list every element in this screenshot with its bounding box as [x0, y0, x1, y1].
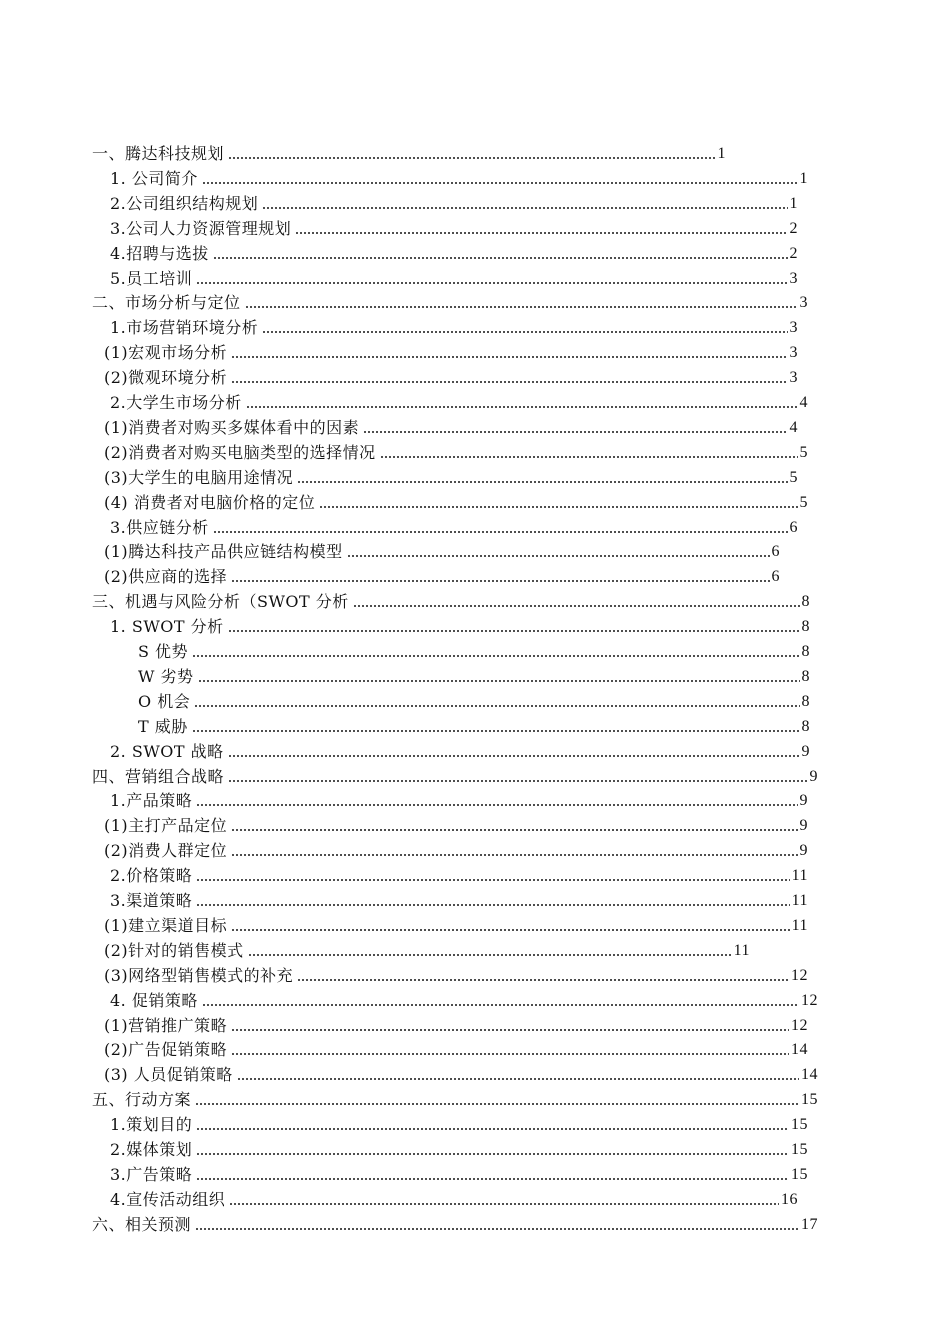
- toc-entry-page-number: 4: [799, 394, 808, 411]
- toc-entry[interactable]: [110, 314, 798, 338]
- toc-entry-page-number: 8: [801, 668, 810, 685]
- toc-entry[interactable]: [104, 538, 780, 562]
- toc-entry[interactable]: [110, 1186, 798, 1210]
- toc-entry-page-number: 9: [799, 817, 808, 834]
- toc-entry[interactable]: [104, 364, 798, 388]
- toc-entry-label: 六、相关预测: [92, 1215, 192, 1234]
- toc-entry-label: 2.价格策略: [110, 866, 193, 885]
- toc-dot-leader: [319, 493, 797, 513]
- toc-entry-page-number: 5: [799, 444, 808, 461]
- toc-dot-leader: [195, 1090, 799, 1110]
- toc-entry[interactable]: [110, 240, 798, 264]
- toc-entry-page-number: 2: [789, 220, 798, 237]
- toc-entry-page-number: 1: [799, 170, 808, 187]
- toc-entry-page-number: 9: [801, 743, 810, 760]
- toc-entry-label: 5.员工培训: [110, 269, 193, 288]
- toc-dot-leader: [195, 1215, 799, 1235]
- toc-entry-page-number: 1: [789, 195, 798, 212]
- toc-entry[interactable]: [104, 912, 808, 936]
- toc-entry[interactable]: [104, 339, 798, 363]
- toc-entry-label: (2)广告促销策略: [104, 1040, 228, 1059]
- toc-entry[interactable]: [110, 265, 798, 289]
- toc-entry-label: 4.宣传活动组织: [110, 1190, 226, 1209]
- toc-entry[interactable]: [138, 713, 810, 737]
- toc-entry-page-number: 14: [801, 1066, 818, 1083]
- toc-entry[interactable]: [92, 289, 808, 313]
- toc-dot-leader: [198, 667, 800, 687]
- toc-dot-leader: [363, 418, 787, 438]
- toc-entry-page-number: 1: [717, 145, 726, 162]
- toc-entry-page-number: 17: [801, 1216, 818, 1233]
- toc-entry[interactable]: [110, 165, 808, 189]
- toc-dot-leader: [231, 816, 797, 836]
- toc-entry-label: (3)网络型销售模式的补充: [104, 966, 294, 985]
- toc-entry-label: 五、行动方案: [92, 1090, 192, 1109]
- toc-entry-label: S 优势: [138, 642, 189, 661]
- toc-entry-label: (2)针对的销售模式: [104, 941, 244, 960]
- toc-dot-leader: [213, 518, 788, 538]
- toc-entry[interactable]: [92, 588, 810, 612]
- toc-entry-label: 2.媒体策划: [110, 1140, 193, 1159]
- toc-entry-label: 1.产品策略: [110, 791, 193, 810]
- toc-dot-leader: [192, 642, 799, 662]
- toc-entry[interactable]: [138, 638, 810, 662]
- toc-entry-label: (1)建立渠道目标: [104, 916, 228, 935]
- toc-entry-page-number: 3: [789, 319, 798, 336]
- toc-entry-label: 1. SWOT 分析: [110, 617, 224, 636]
- toc-dot-leader: [202, 991, 799, 1011]
- toc-entry[interactable]: [92, 763, 818, 787]
- toc-entry-page-number: 15: [791, 1141, 808, 1158]
- toc-entry-page-number: 6: [789, 519, 798, 536]
- toc-entry-page-number: 4: [789, 419, 798, 436]
- toc-entry[interactable]: [110, 862, 808, 886]
- toc-dot-leader: [262, 318, 787, 338]
- toc-entry-page-number: 8: [801, 618, 810, 635]
- toc-entry-page-number: 5: [799, 494, 808, 511]
- toc-dot-leader: [297, 468, 787, 488]
- toc-dot-leader: [246, 393, 798, 413]
- toc-dot-leader: [228, 767, 807, 787]
- toc-entry[interactable]: [110, 1161, 808, 1185]
- toc-entry-label: 1.策划目的: [110, 1115, 193, 1134]
- toc-dot-leader: [295, 219, 787, 239]
- toc-entry[interactable]: [104, 439, 808, 463]
- toc-entry[interactable]: [104, 563, 780, 587]
- toc-dot-leader: [213, 244, 788, 264]
- toc-entry-page-number: 8: [801, 718, 810, 735]
- toc-dot-leader: [196, 1115, 789, 1135]
- toc-dot-leader: [231, 916, 789, 936]
- toc-dot-leader: [196, 791, 797, 811]
- toc-dot-leader: [237, 1065, 799, 1085]
- toc-dot-leader: [202, 169, 798, 189]
- toc-entry-page-number: 16: [781, 1191, 798, 1208]
- toc-entry-page-number: 8: [801, 693, 810, 710]
- toc-dot-leader: [228, 144, 715, 164]
- toc-entry-page-number: 3: [799, 294, 808, 311]
- toc-entry[interactable]: [104, 1012, 808, 1036]
- toc-dot-leader: [380, 443, 798, 463]
- toc-entry[interactable]: [138, 688, 810, 712]
- toc-entry-label: (1)消费者对购买多媒体看中的因素: [104, 418, 360, 437]
- toc-entry-label: 4.招聘与选拔: [110, 244, 209, 263]
- toc-entry-page-number: 11: [791, 917, 808, 934]
- toc-entry-page-number: 5: [789, 469, 798, 486]
- toc-entry[interactable]: [104, 1036, 808, 1060]
- toc-dot-leader: [262, 194, 787, 214]
- toc-entry-label: (3) 人员促销策略: [104, 1065, 233, 1084]
- toc-entry-label: (2)消费者对购买电脑类型的选择情况: [104, 443, 376, 462]
- toc-dot-leader: [248, 941, 732, 961]
- toc-entry-label: (1)宏观市场分析: [104, 343, 228, 362]
- toc-dot-leader: [231, 1016, 789, 1036]
- toc-entry-page-number: 11: [791, 892, 808, 909]
- toc-dot-leader: [297, 966, 789, 986]
- toc-entry-label: 2. SWOT 战略: [110, 742, 224, 761]
- toc-dot-leader: [353, 592, 800, 612]
- toc-entry-page-number: 3: [789, 369, 798, 386]
- toc-dot-leader: [196, 866, 789, 886]
- toc-entry[interactable]: [104, 414, 798, 438]
- toc-entry[interactable]: [110, 738, 810, 762]
- toc-entry[interactable]: [92, 140, 726, 164]
- toc-entry-label: 一、腾达科技规划: [92, 144, 225, 163]
- toc-dot-leader: [231, 1040, 789, 1060]
- toc-entry-page-number: 9: [809, 768, 818, 785]
- toc-entry-page-number: 15: [801, 1091, 818, 1108]
- toc-entry-label: 四、营销组合战略: [92, 767, 225, 786]
- toc-entry-label: 三、机遇与风险分析（SWOT 分析: [92, 592, 349, 611]
- toc-dot-leader: [196, 891, 789, 911]
- toc-entry-label: 二、市场分析与定位: [92, 293, 241, 312]
- toc-entry[interactable]: [138, 663, 810, 687]
- toc-entry[interactable]: [104, 464, 798, 488]
- toc-entry-label: (2)供应商的选择: [104, 567, 228, 586]
- toc-entry-label: 3.渠道策略: [110, 891, 193, 910]
- toc-entry-page-number: 6: [771, 543, 780, 560]
- toc-entry[interactable]: [110, 1136, 808, 1160]
- toc-entry-page-number: 8: [801, 593, 810, 610]
- toc-entry[interactable]: [110, 887, 808, 911]
- toc-dot-leader: [196, 1140, 789, 1160]
- toc-entry-label: 3.公司人力资源管理规划: [110, 219, 292, 238]
- toc-entry[interactable]: [110, 613, 810, 637]
- toc-dot-leader: [196, 269, 787, 289]
- toc-entry-label: 4. 促销策略: [110, 991, 198, 1010]
- toc-entry[interactable]: [104, 489, 808, 513]
- toc-dot-leader: [231, 841, 797, 861]
- toc-entry-page-number: 11: [733, 942, 750, 959]
- toc-entry-label: 3.广告策略: [110, 1165, 193, 1184]
- toc-entry[interactable]: [110, 389, 808, 413]
- toc-entry-page-number: 12: [791, 967, 808, 984]
- toc-entry[interactable]: [104, 962, 808, 986]
- toc-entry[interactable]: [110, 215, 798, 239]
- toc-entry-label: (4) 消费者对电脑价格的定位: [104, 493, 316, 512]
- toc-entry-page-number: 15: [791, 1166, 808, 1183]
- toc-entry[interactable]: [110, 987, 818, 1011]
- toc-entry-page-number: 3: [789, 344, 798, 361]
- toc-dot-leader: [229, 1190, 779, 1210]
- toc-entry-label: 2.公司组织结构规划: [110, 194, 259, 213]
- toc-entry-page-number: 15: [791, 1116, 808, 1133]
- toc-dot-leader: [228, 742, 800, 762]
- toc-dot-leader: [231, 368, 787, 388]
- toc-dot-leader: [347, 542, 770, 562]
- toc-entry-label: 3.供应链分析: [110, 518, 209, 537]
- toc-entry-label: (2)消费人群定位: [104, 841, 228, 860]
- toc-entry[interactable]: [92, 1086, 818, 1110]
- toc-entry-page-number: 2: [789, 245, 798, 262]
- toc-dot-leader: [245, 293, 798, 313]
- toc-entry[interactable]: [104, 1061, 818, 1085]
- toc-entry-label: 1. 公司简介: [110, 169, 198, 188]
- toc-entry-page-number: 3: [789, 270, 798, 287]
- toc-entry-label: (2)微观环境分析: [104, 368, 228, 387]
- toc-entry-label: T 威胁: [138, 717, 188, 736]
- toc-entry-label: 2.大学生市场分析: [110, 393, 242, 412]
- toc-dot-leader: [196, 1165, 789, 1185]
- toc-dot-leader: [228, 617, 800, 637]
- toc-entry[interactable]: [104, 812, 808, 836]
- toc-entry-page-number: 8: [801, 643, 810, 660]
- toc-entry-page-number: 14: [791, 1041, 808, 1058]
- toc-entry-label: (1)营销推广策略: [104, 1016, 228, 1035]
- toc-entry[interactable]: [110, 514, 798, 538]
- toc-dot-leader: [231, 343, 787, 363]
- toc-entry-page-number: 6: [771, 568, 780, 585]
- toc-entry-page-number: 11: [791, 867, 808, 884]
- toc-entry-page-number: 9: [799, 842, 808, 859]
- toc-entry[interactable]: [104, 837, 808, 861]
- toc-entry-label: (1)腾达科技产品供应链结构模型: [104, 542, 343, 561]
- toc-entry-label: W 劣势: [138, 667, 194, 686]
- toc-entry-page-number: 12: [791, 1017, 808, 1034]
- toc-entry-page-number: 9: [799, 792, 808, 809]
- toc-entry-label: O 机会: [138, 692, 191, 711]
- toc-entry-label: 1.市场营销环境分析: [110, 318, 259, 337]
- toc-entry[interactable]: [104, 937, 750, 961]
- toc-dot-leader: [192, 717, 800, 737]
- toc-entry-page-number: 12: [801, 992, 818, 1009]
- toc-entry-label: (1)主打产品定位: [104, 816, 228, 835]
- toc-dot-leader: [231, 567, 769, 587]
- toc-entry[interactable]: [110, 1111, 808, 1135]
- toc-dot-leader: [194, 692, 799, 712]
- toc-entry[interactable]: [110, 190, 798, 214]
- toc-entry[interactable]: [92, 1211, 818, 1235]
- toc-entry[interactable]: [110, 787, 808, 811]
- toc-entry-label: (3)大学生的电脑用途情况: [104, 468, 294, 487]
